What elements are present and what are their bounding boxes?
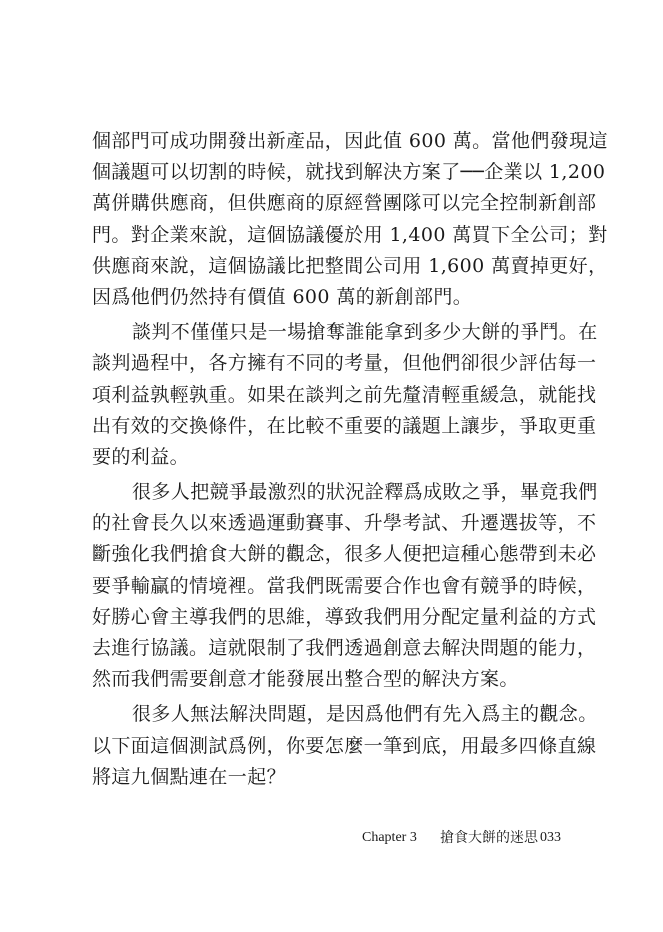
text-line: 好勝心會主導我們的思維，導致我們用分配定量利益的方式 bbox=[92, 605, 597, 628]
text-line: 談判不僅僅只是一場搶奪誰能拿到多少大餅的爭鬥。在 bbox=[132, 321, 598, 344]
body-text bbox=[92, 126, 608, 797]
paragraph-4 bbox=[92, 699, 598, 793]
text-line: 萬併購供應商，但供應商的原經營團隊可以完全控制新創部 bbox=[92, 192, 597, 215]
text-line: 個部門可成功開發出新產品，因此值 600 萬。當他們發現這 bbox=[92, 130, 608, 152]
page-number: 033 bbox=[540, 830, 561, 845]
text-line: 項利益孰輕孰重。如果在談判之前先釐清輕重緩急，就能找 bbox=[92, 383, 597, 406]
text-line: 然而我們需要創意才能發展出整合型的解決方案。 bbox=[92, 668, 519, 691]
text-line: 要爭輸贏的情境裡。當我們既需要合作也會有競爭的時候， bbox=[92, 574, 597, 597]
text-line: 因爲他們仍然持有價值 600 萬的新創部門。 bbox=[92, 285, 473, 308]
chapter-label: Chapter 3 bbox=[362, 830, 417, 845]
text-line: 斷強化我們搶食大餅的觀念，很多人便把這種心態帶到未必 bbox=[92, 543, 597, 566]
text-line: 去進行協議。這就限制了我們透過創意去解決問題的能力， bbox=[92, 637, 597, 659]
text-line: 出有效的交換條件，在比較不重要的議題上讓步，爭取更重 bbox=[92, 414, 597, 437]
text-line: 以下面這個測試爲例，你要怎麼一筆到底，用最多四條直線 bbox=[92, 734, 597, 757]
paragraph-2 bbox=[92, 317, 598, 473]
chapter-title: 搶食大餅的迷思 bbox=[440, 830, 538, 846]
paragraph-3 bbox=[92, 477, 598, 695]
text-line: 門。對企業來說，這個協議優於用 1,400 萬買下全公司；對 bbox=[92, 223, 608, 246]
text-line: 談判過程中，各方擁有不同的考量，但他們卻很少評估每一 bbox=[92, 352, 597, 375]
text-line: 要的利益。 bbox=[92, 445, 190, 468]
text-line: 很多人把競爭最激烈的狀況詮釋爲成敗之爭，畢竟我們 bbox=[132, 481, 598, 504]
text-line: 個議題可以切割的時候，就找到解決方案了──企業以 1,200 bbox=[92, 161, 606, 184]
text-line: 將這九個點連在一起？ bbox=[92, 765, 287, 788]
paragraph-1 bbox=[92, 126, 608, 313]
page-footer bbox=[0, 827, 663, 849]
text-line: 很多人無法解決問題，是因爲他們有先入爲主的觀念。 bbox=[132, 703, 598, 726]
text-line: 供應商來說，這個協議比把整間公司用 1,600 萬賣掉更好， bbox=[92, 254, 608, 277]
text-line: 的社會長久以來透過運動賽事、升學考試、升遷選拔等，不 bbox=[92, 512, 597, 535]
